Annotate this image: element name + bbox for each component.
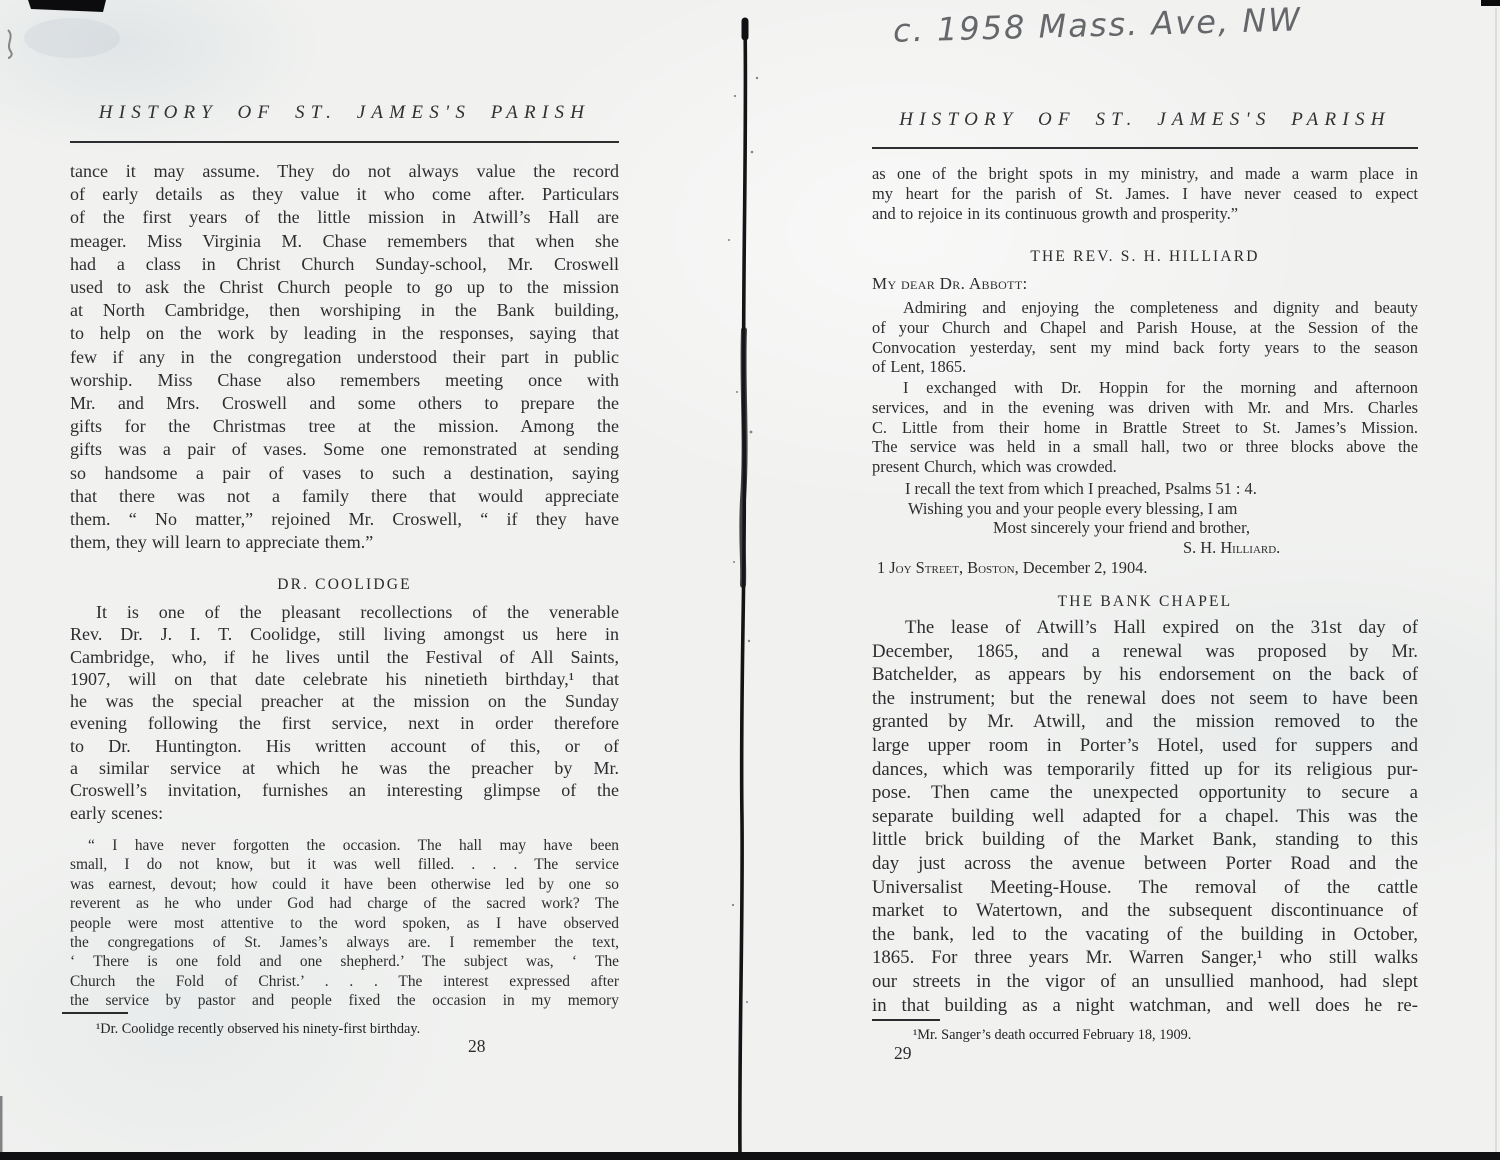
letter-line-recall: I recall the text from which I preached, Psalms 51 : 4. [905, 479, 1257, 498]
right-page [872, 0, 1418, 1160]
right-footnote: ¹Mr. Sanger’s death occurred February 18, 1909. [913, 1027, 1192, 1043]
section-heading-bank-chapel: THE BANK CHAPEL [1057, 593, 1233, 610]
scan-left-edge-shadow [0, 1096, 3, 1154]
left-running-header: HISTORY OF ST. JAMES'S PARISH [98, 102, 591, 123]
left-page [70, 0, 619, 1160]
left-quote-block: “ I have never forgotten the occasion. The hall may have been small, I do not know, but it was well filled. . . . The service was earnest, devout; how could it have been otherwise led by one so reverent as he who under God had charge of the sacred work? The people were most attentive to the word spoken, as I have observed the congregations of St. James’s always are. I remember the text, ‘ There is one fold and one shepherd.’ The subject was, ‘ The Church the Fold of Christ.’ . . . The interest expressed after the service by pastor and people fixed the occasion in my memory [70, 837, 619, 1010]
left-paragraph-coolidge: It is one of the pleasant recollections of the venerable Rev. Dr. J. I. T. Coolidge, still living amongst us here in Cambridge, who, if he lives until the Festival of All Saints, 1907, will on that date celebrate his ninetieth birthday,¹ that he was the special preacher at the mission on the Sunday evening following the first service, next in order therefore to Dr. Huntington. His written account of this, or of a similar service at which he was the preacher by Mr. Croswell’s invitation, furnishes an interesting glimpse of the early scenes: [70, 602, 619, 823]
right-paragraph-continuation: as one of the bright spots in my ministry, and made a warm place in my heart for the parish of St. James. I have never ceased to expect and to rejoice in its continuous growth and prosperity.” [872, 164, 1418, 224]
letter-signature: S. H. Hilliard. [1183, 538, 1281, 557]
left-footnote: ¹Dr. Coolidge recently observed his ninety-first birthday. [96, 1021, 421, 1037]
left-header-rule [70, 141, 619, 143]
left-paragraph-continuation: tance it may assume. They do not always value the record of early details as they value it who come after. Particulars of the first years of the little mission in Atwill’s Hall are meager. Miss Virginia M. Chase remembers that when she had a class in Christ Church Sunday-school, Mr. Croswell used to ask the Christ Church people to go up to the mission at North Cambridge, then worshiping in the Bank building, to help on the work by leading in the responses, saying that few if any in the congregation understood their part in public worship. Miss Chase also remembers meeting once with Mr. and Mrs. Croswell and some others to prepare the gifts for the Christmas tree at the mission. Among the gifts was a pair of vases. Some one remonstrated at sending so handsome a pair of vases to such a destination, saying that there was not a family there that would appreciate them. “ No matter,” rejoined Mr. Croswell, “ if they have them, they will learn to appreciate them.” [70, 161, 619, 553]
spine-dust-specks [728, 77, 758, 1003]
right-header-rule [872, 147, 1418, 149]
letter-paragraph-exchanged: I exchanged with Dr. Hoppin for the morning and afternoon services, and in the evening was driven with Mr. and Mrs. Charles C. Little from their home in Brattle Street to St. James’s Mission. The service was held in a small hall, two or three blocks above the present Church, which was crowded. [872, 378, 1418, 477]
right-page-number: 29 [894, 1043, 912, 1063]
dateline-address: 1 Joy Street, Boston, [877, 558, 1019, 577]
left-page-number: 28 [468, 1036, 486, 1056]
letter-line-wishing: Wishing you and your people every blessing, I am [908, 499, 1238, 518]
dateline-date: December 2, 1904. [1018, 558, 1148, 577]
letter-paragraph-admiring: Admiring and enjoying the completeness and dignity and beauty of your Church and Chapel and Parish House, at the Session of the Convocation yesterday, sent my mind back forty years to the season of Lent, 1865. [872, 298, 1418, 377]
letter-closing: Most sincerely your friend and brother, [993, 518, 1250, 537]
section-heading-dr-coolidge: DR. COOLIDGE [277, 576, 412, 593]
scan-corner-mark [1481, 0, 1500, 6]
right-footnote-rule [872, 1019, 940, 1021]
pencil-squiggle [8, 30, 12, 58]
right-running-header: HISTORY OF ST. JAMES'S PARISH [899, 109, 1391, 130]
book-spine [740, 22, 746, 1160]
section-heading-hilliard: THE REV. S. H. HILLIARD [1030, 248, 1260, 265]
right-paragraph-bank-chapel: The lease of Atwill’s Hall expired on the 31st day of December, 1865, and a renewal was proposed by Mr. Batchelder, as appears by his endorsement on the back of the instrument; but the renewal does not seem to have been granted by Mr. Atwill, and the mission removed to the large upper room in Porter’s Hotel, used for suppers and dances, which was temporarily fitted up for its religious pur- pose. Then came the unexpected opportunity to secure a separate building well adapted for a chapel. This was the little brick building of the Market Bank, standing to this day just across the avenue between Porter Road and the Universalist Meeting-House. The removal of the cattle market to Watertown, and the subsequent discontinuance of the bank, led to the vacating of the building in October, 1865. For three years Mr. Warren Sanger,¹ who still walks our streets in the vigor of an unsullied manhood, had slept in that building as a night watchman, and well does he re- [872, 617, 1418, 1016]
book-spine-thick [742, 330, 744, 585]
letter-dateline [872, 558, 1423, 578]
handwritten-note: c. 1958 Mass. Ave, NW [892, 0, 1303, 50]
left-footnote-rule [62, 1012, 128, 1014]
letter-salutation: My dear Dr. Abbott: [872, 274, 1028, 293]
